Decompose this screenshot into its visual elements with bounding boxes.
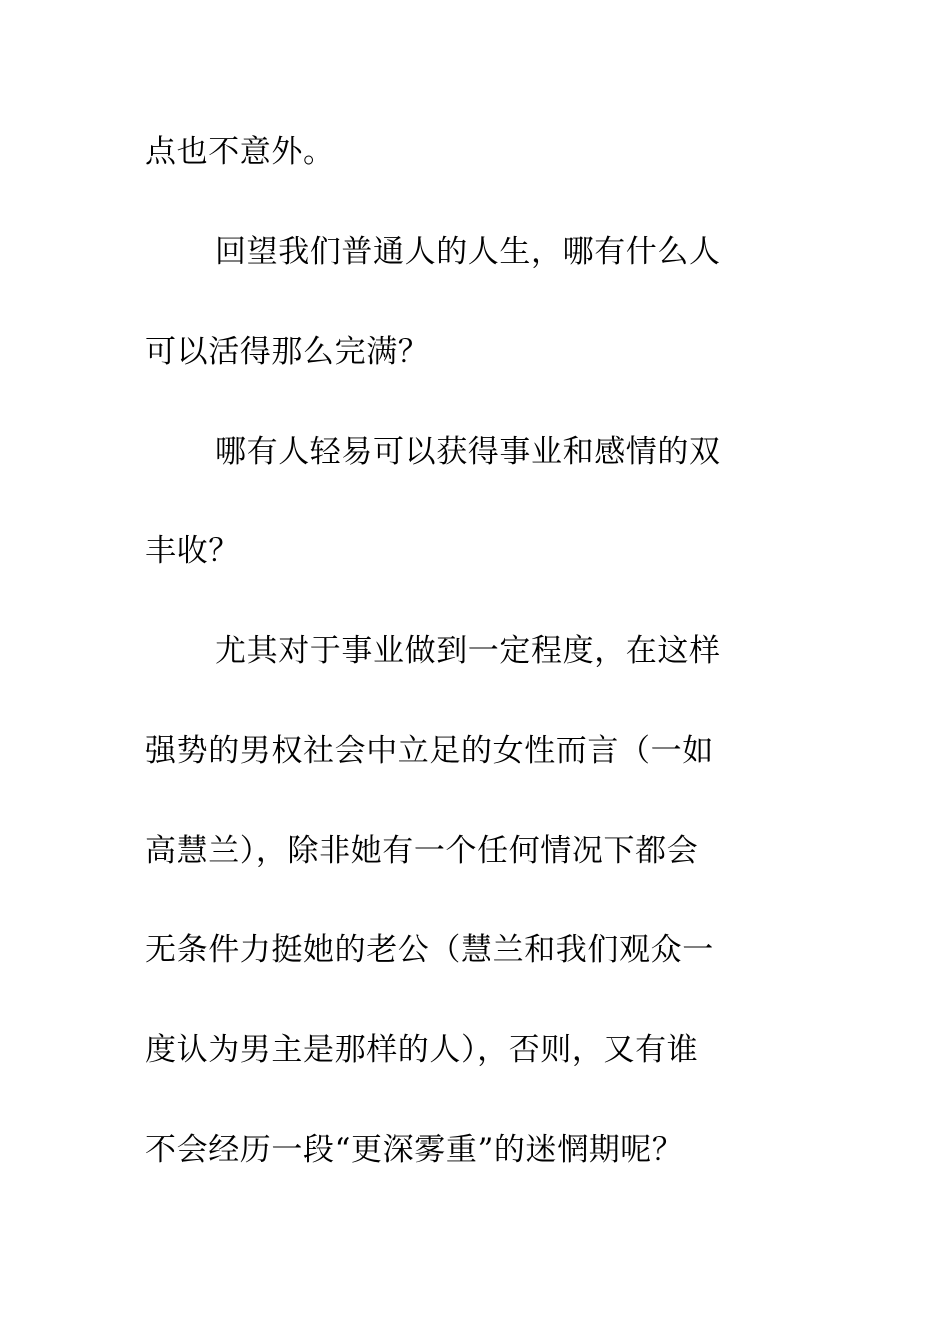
text-line: 无条件力挺她的老公（慧兰和我们观众一 [145,932,714,968]
text-line: 不会经历一段“更深雾重”的迷惘期呢？ [145,1132,684,1168]
text-line: 强势的男权社会中立足的女性而言（一如 [145,733,714,769]
paragraph-start-line: 回望我们普通人的人生，哪有什么人 [215,234,721,270]
text-line: 丰收？ [145,533,240,569]
paragraph-start-line: 尤其对于事业做到一定程度，在这样 [215,633,721,669]
text-line: 可以活得那么完满？ [145,334,430,370]
text-line: 度认为男主是那样的人），否则，又有谁 [145,1032,699,1068]
paragraph-start-line: 哪有人轻易可以获得事业和感情的双 [215,434,721,470]
text-line: 高慧兰），除非她有一个任何情况下都会 [145,833,699,869]
text-line: 点也不意外。 [145,134,335,170]
